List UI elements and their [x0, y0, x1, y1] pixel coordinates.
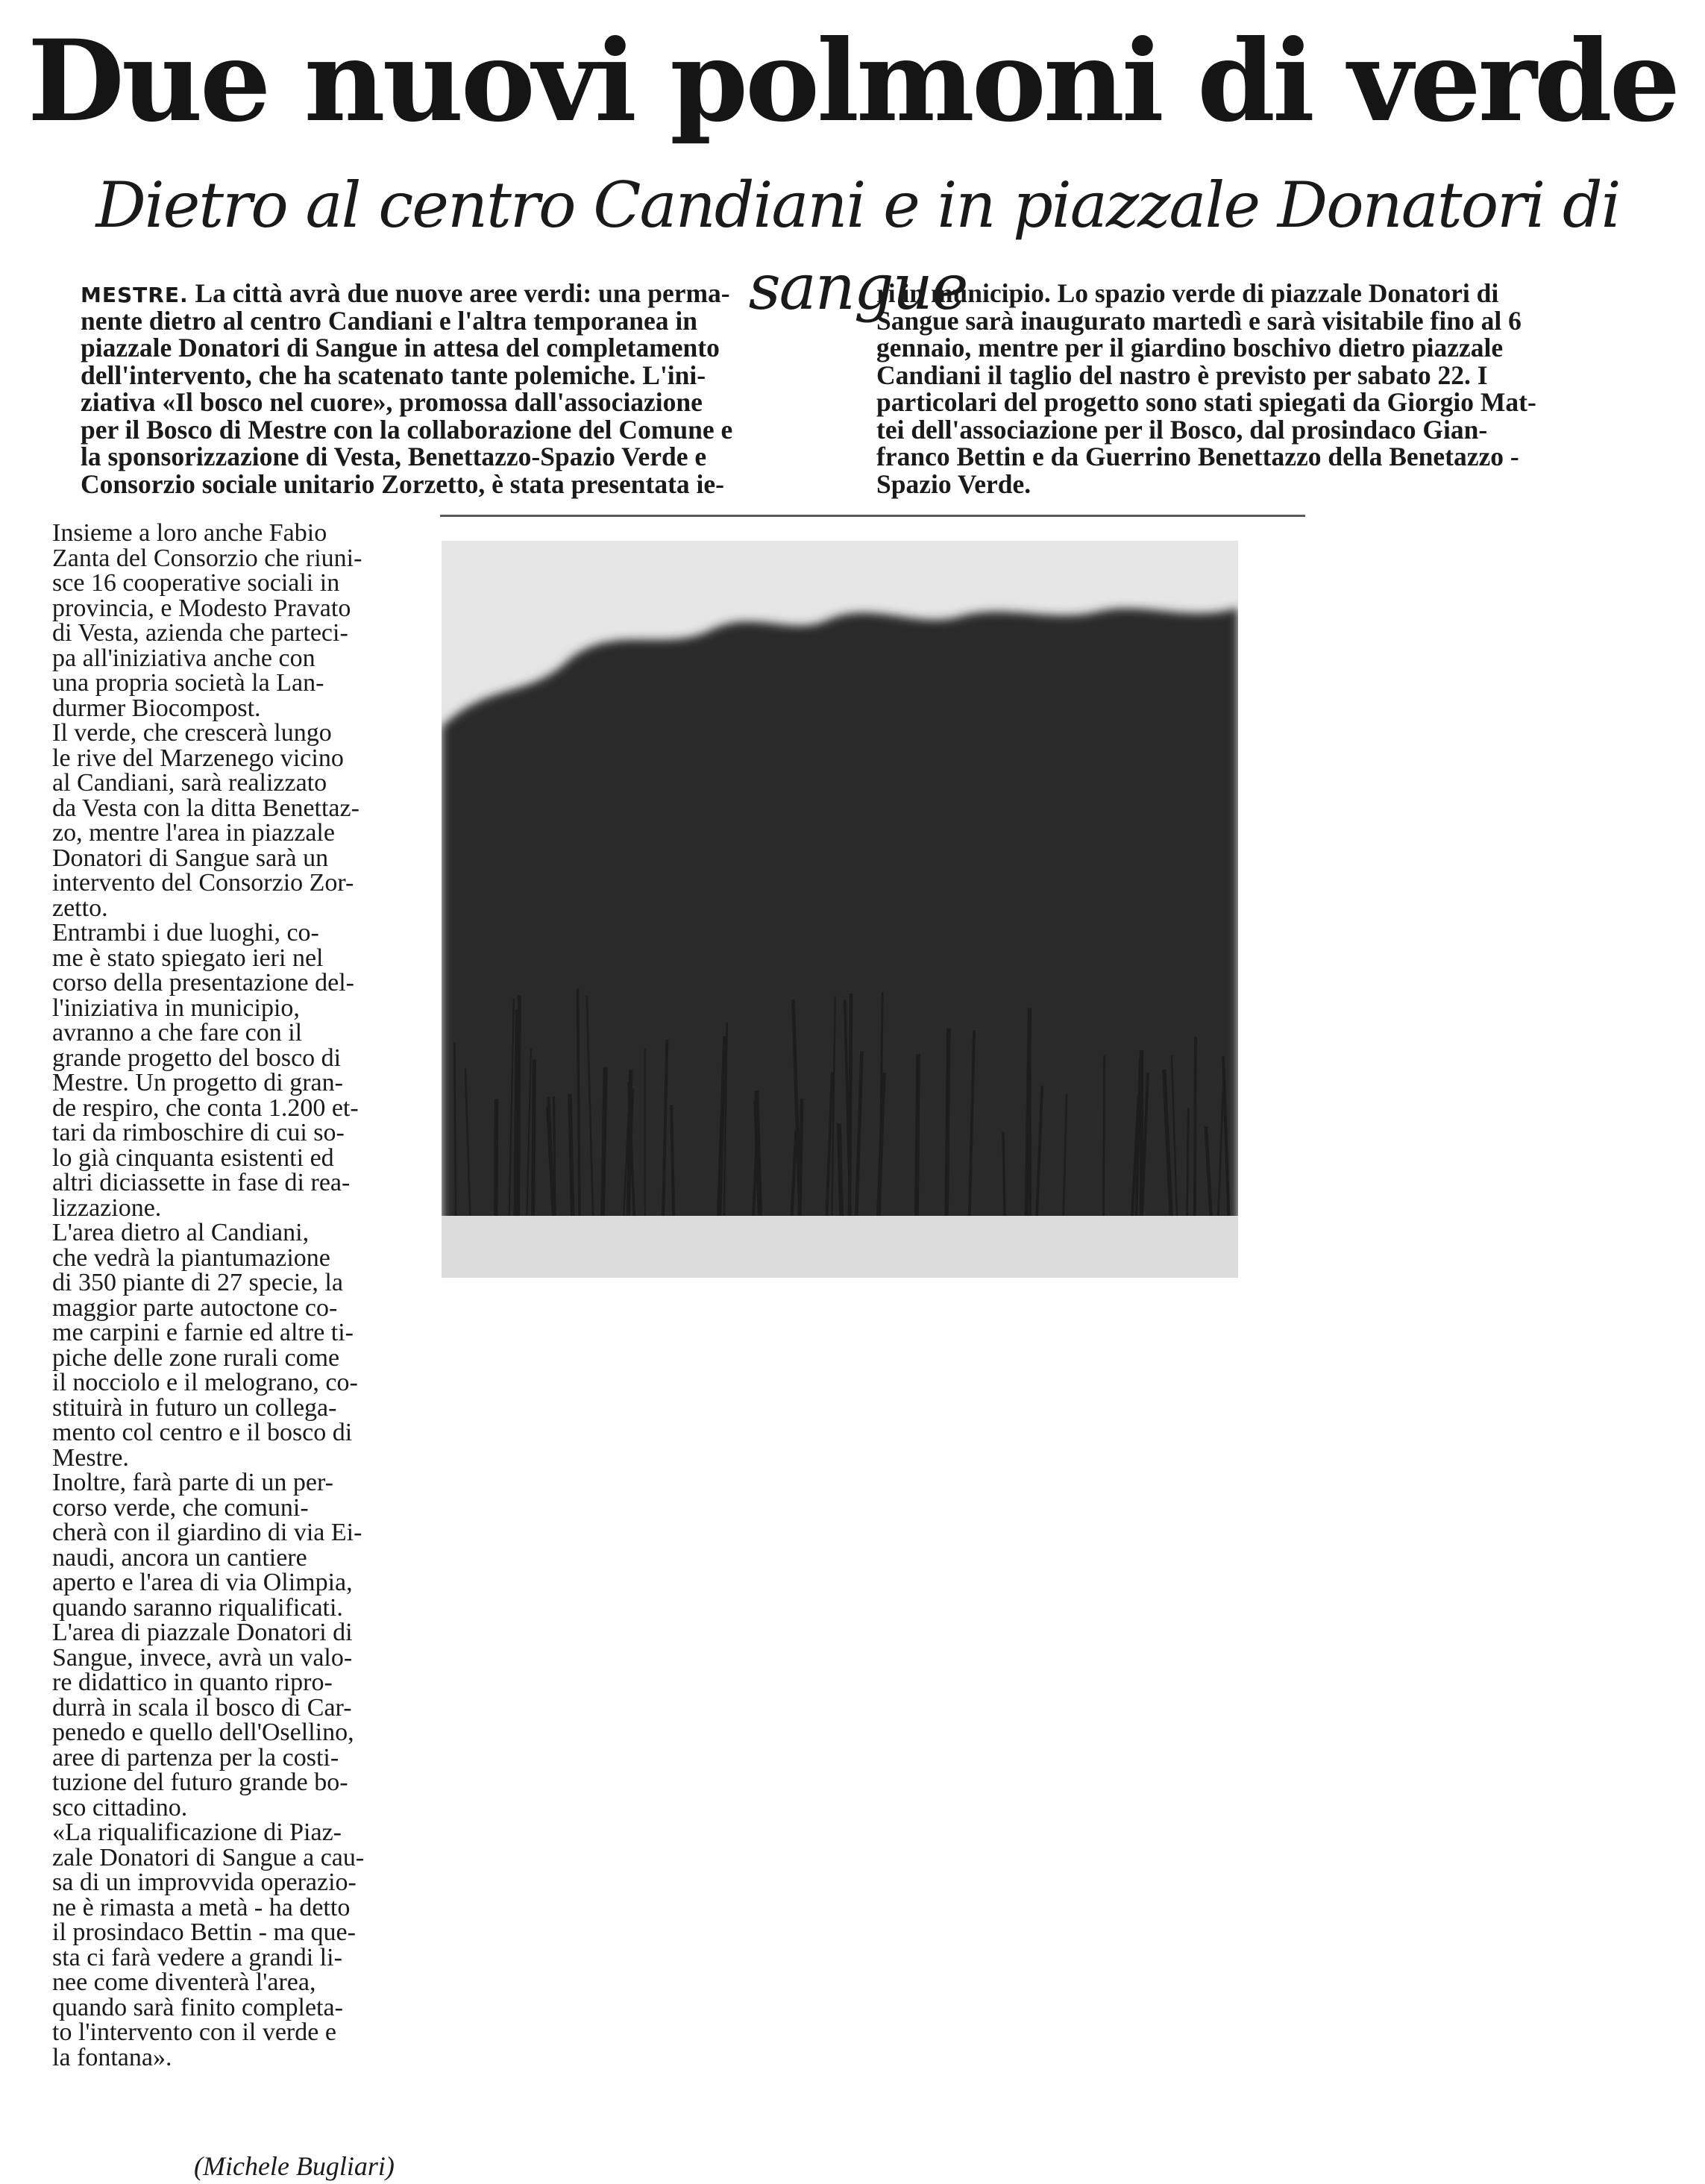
body-line: Insieme a loro anche Fabio	[52, 519, 327, 547]
lead-line: franco Bettin e da Guerrino Benettazzo della Benetazzo -	[876, 442, 1519, 471]
body-line: mento col centro e il bosco di	[52, 1419, 353, 1446]
body-line: che vedrà la piantumazione	[52, 1243, 330, 1272]
body-line: piche delle zone rurali come	[52, 1343, 340, 1372]
body-line: sce 16 cooperative sociali in	[52, 569, 340, 597]
body-line: pa all'iniziativa anche con	[52, 644, 315, 672]
body-line: zo, mentre l'area in piazzale	[52, 819, 335, 847]
body-line: L'area di piazzale Donatori di	[52, 1619, 353, 1646]
body-line: aperto e l'area di via Olimpia,	[52, 1569, 353, 1596]
body-line: corso verde, che comuni-	[52, 1493, 309, 1522]
body-line: provincia, e Modesto Pravato	[52, 594, 351, 622]
lead-line: MESTRE. La città avrà due nuove aree verdi: una perma-	[81, 278, 730, 308]
body-line: di 350 piante di 27 specie, la	[52, 1269, 343, 1296]
lead-line: Candiani il taglio del nastro è previsto per sabato 22. I	[876, 360, 1488, 390]
body-line: altri diciassette in fase di rea-	[52, 1169, 351, 1196]
body-line: maggior parte autoctone co-	[52, 1293, 338, 1322]
lead-line: Spazio Verde.	[876, 468, 1032, 499]
body-line: durrà in scala il bosco di Car-	[52, 1693, 352, 1722]
lead-line: nente dietro al centro Candiani e l'altra temporanea in	[81, 305, 697, 336]
body-line: quando saranno riqualificati.	[52, 1593, 343, 1622]
lead-line: particolari del progetto sono stati spiegati da Giorgio Mat-	[876, 387, 1536, 417]
body-line: grande progetto del bosco di	[52, 1044, 342, 1072]
body-line: lo già cinquanta esistenti ed	[52, 1143, 334, 1172]
body-line: Zanta del Consorzio che riuni-	[52, 544, 362, 572]
body-line: avranno a che fare con il	[52, 1019, 303, 1046]
lead-paragraph-left	[81, 280, 845, 498]
lead-line: dell'intervento, che ha scatenato tante polemiche. L'ini-	[81, 360, 706, 390]
lead-line: ri in municipio. Lo spazio verde di piazzale Donatori di	[876, 278, 1499, 308]
body-line: penedo e quello dell'Osellino,	[52, 1719, 354, 1746]
body-line: sta ci farà vedere a grandi li-	[52, 1943, 342, 1971]
body-line: le rive del Marzenego vicino	[52, 744, 344, 772]
lead-paragraph-right	[876, 280, 1667, 498]
body-line: sa di un improvvida operazio-	[52, 1868, 357, 1896]
body-line: zale Donatori di Sangue a cau-	[52, 1843, 365, 1871]
body-column	[52, 519, 433, 2181]
body-line: Donatori di Sangue sarà un	[52, 844, 329, 872]
body-line: ne è rimasta a metà - ha detto	[52, 1893, 351, 1921]
body-line: di Vesta, azienda che parteci-	[52, 619, 348, 647]
body-line: tuzione del futuro grande bo-	[52, 1769, 348, 1796]
body-line: Mestre. Un progetto di gran-	[52, 1069, 343, 1096]
body-line: il prosindaco Bettin - ma que-	[52, 1918, 356, 1946]
body-line: Sangue, invece, avrà un valo-	[52, 1643, 353, 1672]
body-line: durmer Biocompost.	[52, 694, 261, 722]
body-line: intervento del Consorzio Zor-	[52, 869, 354, 897]
body-line: de respiro, che conta 1.200 et-	[52, 1093, 359, 1122]
lead-line: ziativa «Il bosco nel cuore», promossa dall'associazione	[81, 387, 703, 417]
body-line: lizzazione.	[52, 1193, 162, 1222]
body-line: Entrambi i due luoghi, co-	[52, 919, 319, 947]
photo-image	[442, 541, 1238, 1278]
lead-line: la sponsorizzazione di Vesta, Benettazzo-Spazio Verde e	[81, 442, 707, 471]
lead-line: piazzale Donatori di Sangue in attesa del completamento	[81, 333, 720, 363]
body-line: zetto.	[52, 894, 108, 922]
byline: (Michele Bugliari)	[194, 2151, 395, 2181]
body-line: aree di partenza per la costi-	[52, 1743, 339, 1772]
body-line: naudi, ancora un cantiere	[52, 1543, 307, 1572]
dateline: MESTRE.	[81, 283, 189, 307]
body-line: la fontana».	[52, 2043, 172, 2071]
section-divider	[440, 515, 1305, 517]
body-line: al Candiani, sarà realizzato	[52, 769, 327, 797]
body-line: da Vesta con la ditta Benettaz-	[52, 794, 359, 822]
lead-line: Sangue sarà inaugurato martedì e sarà visitabile fino al 6	[876, 305, 1522, 336]
body-line: una propria società la Lan-	[52, 669, 324, 697]
lead-line: tei dell'associazione per il Bosco, dal prosindaco Gian-	[876, 414, 1488, 445]
body-line: il nocciolo e il melograno, co-	[52, 1369, 358, 1396]
body-line: me carpini e farnie ed altre ti-	[52, 1319, 354, 1346]
body-line: Mestre.	[52, 1443, 129, 1472]
lead-line: Consorzio sociale unitario Zorzetto, è stata presentata ie-	[81, 468, 724, 499]
body-line: nee come diventerà l'area,	[52, 1968, 316, 1996]
headline: Due nuovi polmoni di verde	[27, 16, 1678, 147]
subheadline: Dietro al centro Candiani e in piazzale Donatori di sangue	[95, 169, 1620, 324]
body-line: tari da rimboschire di cui so-	[52, 1119, 345, 1146]
body-line: Il verde, che crescerà lungo	[52, 719, 332, 747]
lead-line: gennaio, mentre per il giardino boschivo dietro piazzale	[876, 333, 1504, 363]
body-line: «La riqualificazione di Piaz-	[52, 1819, 342, 1846]
body-line: l'iniziativa in municipio,	[52, 994, 300, 1022]
body-line: corso della presentazione del-	[52, 969, 354, 997]
body-line: sco cittadino.	[52, 1793, 188, 1821]
lead-line: per il Bosco di Mestre con la collaborazione del Comune e	[81, 414, 733, 445]
body-line: cherà con il giardino di via Ei-	[52, 1519, 362, 1546]
body-line: me è stato spiegato ieri nel	[52, 944, 324, 972]
body-line: stituirà in futuro un collega-	[52, 1393, 337, 1422]
body-line: quando sarà finito completa-	[52, 1993, 343, 2021]
woodland-photo	[442, 541, 1238, 1278]
body-line: to l'intervento con il verde e	[52, 2018, 336, 2046]
body-line: L'area dietro al Candiani,	[52, 1219, 310, 1246]
body-line: Inoltre, farà parte di un per-	[52, 1469, 333, 1496]
body-line: re didattico in quanto ripro-	[52, 1669, 333, 1696]
